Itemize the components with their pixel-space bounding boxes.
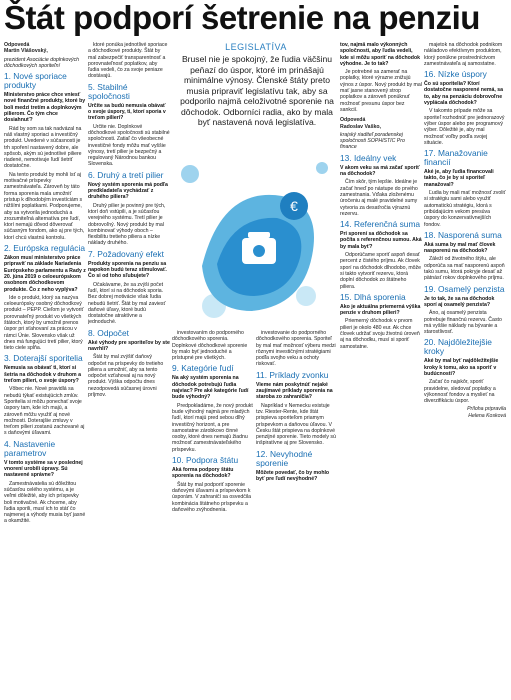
question: Aké by mal byť najdôležitejšie kroky k tomu, ako sa sporiť v budúcnosti?	[424, 358, 499, 377]
column-2	[88, 42, 170, 698]
question: Môžete povedať, čo by mohlo byť pre ľudí nevýhodné?	[256, 469, 330, 483]
section-title: 13. Ideálny vek	[340, 152, 397, 163]
column-5	[340, 42, 422, 698]
answer: Priemerný dôchodok v prvom pilieri je okolo 480 eur. Ak chce človek udržať svoju životnú úroveň aj na dôchodku, musí si sporiť samostatne.	[340, 318, 420, 350]
answer: Štát by mal podporiť sporenie daňovými úľavami a príspevkom k úsporám. V zahraničí sa osvedčila kombinácia štátneho príspevku a daňového zvýhodnenia.	[172, 481, 252, 513]
svg-text:€: €	[290, 198, 298, 214]
section-title: 6. Druhý a tretí pilier	[88, 169, 164, 180]
headline: Štát podporí šetrenie na penziu	[4, 0, 480, 36]
legislation-box	[172, 42, 340, 328]
section-title: 8. Odpočet	[88, 327, 129, 338]
column-3	[172, 330, 254, 698]
answer: investovaním do podporného dôchodkového sporenia. Doplnkové dôchodkové sporenie by malo byť jednoduché a prístupné pre všetkých.	[172, 330, 248, 362]
column-4	[256, 330, 338, 698]
answer: Ľudia by mali mať možnosť zvoliť si stratégiu sami alebo využiť automatickú stratégiu, ktorá s pribúdajúcim vekom presúva úspory do konzervatívnejších fondov.	[424, 190, 506, 228]
section-title: 5. Stabilné spoločnosti	[88, 81, 130, 101]
column-1	[4, 42, 86, 698]
answer: Na tento produkt by mohli ísť aj motivačné príspevky zamestnávateľa. Zároveň by táto forma sporenia mala umožniť prístup k dlhodobým investíciám s nižšími poplatkami. Podporujeme, aby sa vytvorila jednoduchá a zrozumiteľná alternatíva pre ľudí, ktorí nemajú dôvod dôverovať súčasným fondom, ako aj pre tých, ktorí chcú vlastnú kontrolu.	[4, 171, 85, 241]
answer: Štát by mal zvýšiť daňový odpočet na príspevky do tretieho piliera a umožniť, aby sa tento odpočet vzťahoval aj na nový produkt. Výška odpočtu dnes nezodpovedá súčasnej úrovni príjmov.	[88, 354, 164, 399]
section-title: 7. Požadovaný efekt	[88, 248, 164, 259]
interviewee-role: krajský riaditeľ poradenskej spoločnosti SOPHISTIC Pro finance	[340, 131, 405, 151]
question: Ako je aktuálna priemerná výška penzie v druhom pilieri?	[340, 303, 421, 317]
box-text: Brusel nie je spokojný, že ľudia väčšinu peňazí do úspor, ktoré im prinášajú minimálne výnosy. Členské štáty preto musia pripraviť legislatívu tak, aby sa podporilo najmä celoživotné sporenie na dôchodok. Odborníci radia, ako by mala byť nastavená nová legislatíva.	[180, 54, 334, 127]
answer: Vôbec nie. Nové pravidlá sa nebudú týkať existujúcich zmlúv. Sporitelia si môžu ponechať svoje úspory tam, kde ich majú, a zároveň môžu využiť aj nové možnosti. Doterajšie zmluvy v treťom pilieri zostanú zachované aj s daňovými úľavami.	[4, 386, 85, 437]
section-title: 19. Osamelý penzista	[424, 283, 505, 294]
question: Aká suma by mal mať človek nasporenú na dôchodok?	[424, 241, 496, 255]
section-title: 20. Najdôležitejšie kroky	[424, 337, 492, 357]
question: Nemusia sa obávať ti, ktorí si šetria na dôchodok v druhom a treťom pilieri, o svoje úspory?	[4, 365, 81, 385]
answer: Určite nie. Doplnkové dôchodkové spoločnosti sú stabilné spoločnosti. Zatiaľ čo všeobecné investičné fondy môžu mať vyššie výnosy, tretí pilier je bezpečný a regulovaný Národnou bankou Slovenska.	[88, 123, 170, 168]
answer: Odporúčame sporiť aspoň desať percent z čistého príjmu. Ak človek sporí na dôchodok dlhodobo, môže si takto vytvoriť rezervu, ktorá doplní dôchodok zo štátneho piliera.	[340, 252, 422, 290]
section-title: 11. Príklady zvonku	[256, 369, 329, 380]
column-6	[424, 42, 506, 698]
answer: Áno, aj osamelý penzista potrebuje finančnú rezervu. Často má vyššie náklady na bývanie a starostlivosť.	[424, 310, 502, 336]
interviewee-name: Odpovedá Martin Vlášovský,	[4, 42, 48, 55]
question: Určite sa budú nemusia obávať o svoje úspory, ti, ktorí sporia v treťom pilieri?	[88, 102, 166, 122]
question: Zákon musí ministerstvo práce pripraviť na základe Nariadenia Európskeho parlamentu a Rady z 20. júna 2019 o celoeurópskom osobnom dôchodkovom produkte. Čo z neho vyplýva?	[4, 255, 86, 293]
question: Vieme nám poskytnúť nejaké zaujímavé príklady sporenia na staroba zo zahraničia?	[256, 381, 333, 401]
interviewee-role: prezident Asociácie doplnkových dôchodkových sporiteľní	[4, 56, 80, 69]
answer: V takomto prípade môže sa sporiteľ rozhodnúť pre jednorazový výber úspor alebo pre programový výber. Dôležité je, aby mal možnosť voľby podľa svojej situácie.	[424, 108, 505, 146]
section-title: 16. Nízke úspory	[424, 69, 487, 80]
answer: Rád by som sa tak nadvázal na náš vlastný sporiaci a investičný produkt. Uvedené v súčasnosti je trh spoření nastavený dobre, ale spôsob, akým sú jednotlivé piliere riadené, nemotivuje ľudí šetriť dostatočne.	[4, 125, 82, 170]
answer: investovanie do podporného dôchodkového sporenia. Sporiteľ by mal mať možnosť výberu medzi rôznymi investičnými stratégiami podľa svojho veku a ochoty riskovať.	[256, 330, 336, 368]
question: Produkty sporenia na penziu sa napokon budú teraz stimulovať. Čo si od toho sľubujete?	[88, 260, 167, 280]
interviewee-name: Odpovedá Radoslav Vaško,	[340, 117, 381, 130]
question: Ministerstvo práce chce vniesť nové finančné produkty, ktoré by boli medzi tretím a doplnkovým pilierom. Čo tým chce dosiahnuť?	[4, 92, 86, 124]
answer: Zamestnávatelia sú dôležitou súčasťou celého systému, a je veľmi dôležité, aby ich príspevky boli motivačné. Ak chceme, aby ľudia sporili, musí ich to stáť čo najmenej a výhody musia byť jasné a okamžité.	[4, 480, 86, 525]
section-title: 4. Nastavenie parametrov	[4, 438, 56, 458]
section-title: 14. Referenčná suma	[340, 219, 421, 230]
question: Aké výhody pre sporiteľov by ste navrhli?	[88, 339, 170, 352]
question: Na aký systém sporenia na dôchodok potrebujú ľudia najviac? Pre aké kategórie ľudí bude výhodný?	[172, 375, 249, 401]
question: V akom veku sa má začať sporiť na dôchodok?	[340, 164, 420, 178]
question: tov, najmä malo výkonných spoločností, aby ľudia vedeli, kde si môžu sporiť na dôchodok výhodne. Je to tak?	[340, 42, 421, 67]
answer: ktoré ponúka jednotlivé sporiace a dôchodkové produkty. Štát by mal zabezpečiť transparentnosť a porovnateľnosť poplatkov, aby ľudia vedeli, čo za svoje peniaze dostávajú.	[88, 42, 168, 80]
section-title: 1. Nové sporiace produkty	[4, 71, 67, 91]
question: Nový systém sporenia má podľa predkladateľa vychádzať z druhého piliera?	[88, 181, 168, 201]
section-title: 17. Manažovanie financií	[424, 148, 488, 168]
section-title: 15. Dlhá sporenia	[340, 291, 406, 302]
question: V tomto systéme sa v poslednej vnorení urobili úpravy. Sú nastavené správne?	[4, 459, 83, 479]
author-credit: Príloha pripravila Helena Kosková	[467, 406, 506, 419]
section-title: 18. Nasporená suma	[424, 229, 502, 240]
question: Aké je, aby ľudia financovali takto, čo je by si sporiteľ manažoval?	[424, 169, 494, 188]
answer: Predpokladáme, že nový produkt bude výhodný najmä pre mladých ľudí, ktorí majú pred sebou dlhý investičný horizont, a pre samostatne zárobkovo činné osoby, ktoré dnes nemajú žiadnu možnosť zamestnávateľského príspevku.	[172, 402, 253, 453]
pension-graphic-icon	[172, 146, 340, 328]
section-title: 2. Európska regulácia	[4, 243, 86, 254]
question: Čo sú sporitelia? Ktorí dostatočne nasporené nemá, sa to, aby na penzáciu dobrovoľne vyplácala dôchodok?	[424, 81, 503, 107]
section-title: 10. Podpora štátu	[172, 455, 239, 466]
answer: Je potrebné sa zamerať na poplatky, ktoré výrazne znižujú výnos z úspor. Nový produkt by mal mať jasne stanovený strop poplatkov a zároveň ponúknuť možnosť presunu úspor bez sankcií.	[340, 69, 422, 113]
question: Aká forma podpory štátu sporenia na dôchodok?	[172, 467, 234, 480]
section-title: 12. Nevyhodné sporenie	[256, 448, 313, 468]
answer: Druhý pilier je povinný pre tých, ktorí doň vstúpili, a je súčasťou verejného systému. Tretí pilier je dobrovoľný. Nový produkt by mal kombinovať výhody oboch – flexibilitu tretieho piliera a nízke náklady druhého.	[88, 202, 166, 247]
answer: Napríklad v Nemecku existuje tzv. Riester-Rente, kde štát prispieva sporiteľom priamym príspevkom a daňovou úľavou. V Česku štát prispieva na doplnkové penzijné sporenie. Tieto modely sú inšpiratívne aj pre Slovensko.	[256, 402, 336, 447]
section-title: 3. Doterajší sporitelia	[4, 353, 83, 364]
box-title: LEGISLATÍVA	[225, 42, 287, 52]
answer: Začať čo najskôr, sporiť pravidelne, sledovať poplatky a výkonnosť fondov a myslieť na diverzifikáciu úspor.	[424, 379, 496, 405]
answer: Ide o produkt, ktorý sa nazýva celoeurópsky osobný dôchodkový produkt – PEPP. Cieľom je vytvoriť porovnateľný produkt vo všetkých štátoch, ktorý by umožnil prenos úspor pri sťahovaní za prácou v rámci Únie. Slovensko však už dnes má fungujúci tretí pilier, ktorý tieto ciele spĺňa.	[4, 294, 84, 352]
question: Pri sporení sa dôchodok sa počíta s referenčnou sumou. Aká by mala byť?	[340, 231, 422, 250]
answer: majetok na dôchodok podnikom nákladovo efektívnym produktom, ktorý ponúkne prostredníctvom zamestnávateľa aj samostatne.	[424, 42, 503, 67]
section-title: 9. Kategórie ľudí	[172, 363, 234, 374]
answer: Záleží od životného štýlu, ale odporúča sa mať nasporenú aspoň takú sumu, ktorá pokryje desať až pätnásť rokov doplnkového príjmu.	[424, 256, 505, 282]
answer: Čím skôr, tým lepšie. Ideálne je začať hneď po nástupe do prvého zamestnania. Vďaka zloženému úročeniu aj malé pravidelné sumy vytvoria za desaťročia výraznú rezervu.	[340, 179, 418, 217]
question: Je to tak, že sa na dôchodok sporí aj osamelý penzista?	[424, 295, 495, 308]
answer: Očakávame, že sa zvýši počet ľudí, ktorí si na dôchodok sporia. Bez dobrej motivácie však ľudia nebudú šetriť. Štát by mal zaviesť daňové úľavy, ktoré budú dostatočne atraktívne a jednoduché.	[88, 281, 166, 326]
